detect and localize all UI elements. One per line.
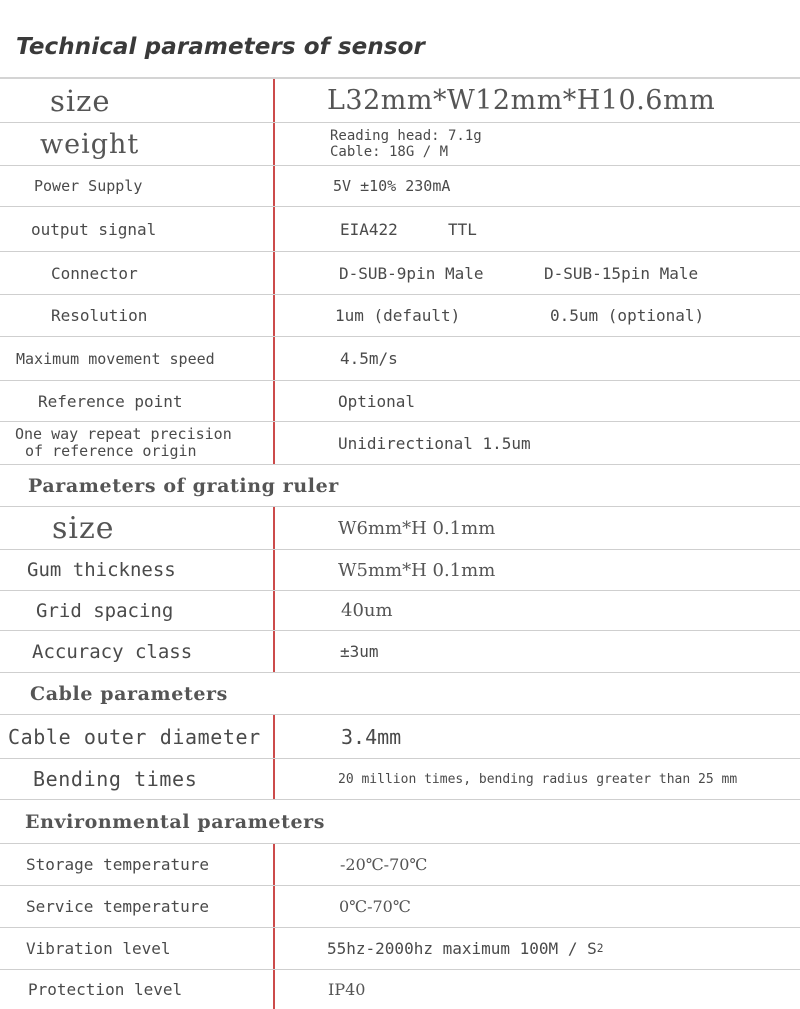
row-power-supply [0, 166, 800, 207]
row-value: IP40 [328, 980, 366, 999]
page-title: Technical parameters of sensor [16, 34, 425, 60]
row-label: Gum thickness [27, 559, 176, 581]
row-sensor-weight [0, 123, 800, 166]
row-value: W6mm*H 0.1mm [338, 517, 496, 539]
resolution-default: 1um (default) [335, 306, 461, 325]
row-label: Cable outer diameter [8, 724, 261, 749]
section-cable [0, 673, 800, 715]
row-label: Maximum movement speed [16, 349, 215, 368]
section-heading: Cable parameters [30, 682, 228, 705]
row-label: size [52, 510, 115, 546]
section-grating-ruler [0, 465, 800, 507]
row-cable-diameter [0, 715, 800, 759]
row-label: Connector [51, 263, 138, 283]
row-label: Vibration level [26, 939, 171, 958]
row-value [275, 123, 800, 165]
row-value: 20 million times, bending radius greater than 25 mm [338, 771, 738, 787]
section-environmental [0, 800, 800, 844]
row-value: 4.5m/s [340, 349, 398, 368]
row-label: Protection level [28, 980, 183, 999]
row-connector [0, 252, 800, 295]
row-label: Service temperature [26, 897, 210, 916]
row-gum-thickness [0, 550, 800, 591]
row-label: Reference point [38, 391, 183, 411]
vibration-exponent: 2 [596, 942, 604, 955]
section-heading: Environmental parameters [25, 810, 326, 833]
row-label: Resolution [51, 306, 148, 325]
row-value: -20℃-70℃ [340, 855, 428, 874]
row-ruler-size [0, 507, 800, 550]
row-label: Grid spacing [36, 599, 174, 622]
output-ttl: TTL [448, 219, 477, 239]
resolution-optional: 0.5um (optional) [550, 306, 705, 325]
row-label: Bending times [33, 767, 198, 791]
weight-reading-head: Reading head: 7.1g [330, 127, 482, 144]
section-heading: Parameters of grating ruler [28, 474, 339, 497]
row-value: 40um [341, 600, 393, 621]
row-value: 0℃-70℃ [339, 897, 411, 916]
row-label: Storage temperature [26, 855, 210, 874]
row-label: size [50, 83, 111, 118]
row-value: L32mm*W12mm*H10.6mm [327, 85, 716, 116]
vibration-value: 55hz-2000hz maximum 100M / S [327, 939, 597, 958]
row-bending-times [0, 759, 800, 800]
row-value [275, 295, 800, 336]
connector-15pin: D-SUB-15pin Male [544, 263, 699, 283]
row-sensor-size [0, 79, 800, 123]
row-value: Optional [338, 391, 416, 411]
weight-cable: Cable: 18G / M [330, 144, 449, 160]
title-bar [0, 0, 800, 79]
row-value: W5mm*H 0.1mm [338, 559, 496, 581]
connector-9pin: D-SUB-9pin Male [339, 263, 484, 283]
row-service-temperature [0, 886, 800, 928]
row-accuracy-class [0, 631, 800, 673]
row-grid-spacing [0, 591, 800, 631]
row-label: Accuracy class [32, 640, 193, 663]
repeat-label-line1: One way repeat precision [15, 424, 232, 443]
row-value: 3.4mm [341, 724, 402, 749]
row-storage-temperature [0, 844, 800, 886]
row-label [0, 422, 287, 464]
repeat-label-line2: of reference origin [25, 442, 197, 460]
row-value: 5V ±10% 230mA [333, 177, 451, 195]
row-protection-level [0, 970, 800, 1009]
row-value: Unidirectional 1.5um [338, 433, 531, 453]
row-max-speed [0, 337, 800, 381]
row-value [275, 207, 800, 251]
row-repeat-precision [0, 422, 800, 465]
row-label: weight [40, 128, 140, 160]
row-value [275, 252, 800, 294]
row-resolution [0, 295, 800, 337]
output-eia422: EIA422 [340, 219, 398, 239]
row-output-signal [0, 207, 800, 252]
row-reference-point [0, 381, 800, 422]
spec-table [0, 79, 800, 1009]
row-value [275, 928, 800, 969]
row-vibration-level [0, 928, 800, 970]
row-label: Power Supply [34, 177, 143, 195]
row-label: output signal [31, 219, 157, 239]
row-value: ±3um [340, 642, 379, 661]
